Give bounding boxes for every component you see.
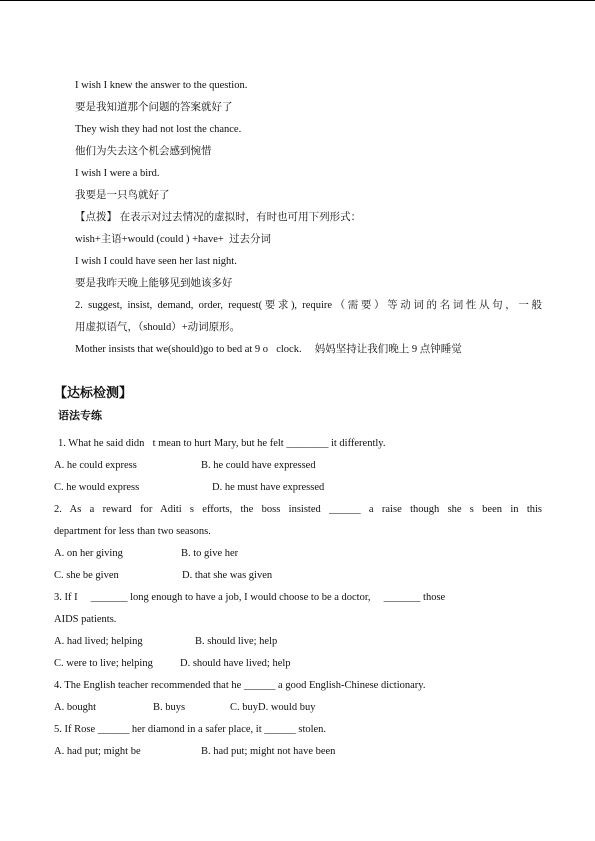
question-2-option-a: A. on her giving (54, 548, 123, 559)
question-2-option-d: D. that she was given (182, 570, 273, 581)
section-subtitle: 语法专练 (58, 409, 102, 422)
question-5-option-a: A. had put; might be (54, 746, 141, 757)
question-3-stem-line-2: AIDS patients. (54, 614, 117, 625)
question-1-option-d: D. he must have expressed (212, 482, 325, 493)
question-3-option-a: A. had lived; helping (54, 636, 143, 647)
question-3-stem-line-1: 3. If I _______ long enough to have a job, I would choose to be a doctor, _______ those (54, 592, 446, 603)
page-top-rule (0, 0, 595, 1)
question-5-stem: 5. If Rose ______ her diamond in a safer place, it ______ stolen. (54, 724, 327, 735)
example-3-english: I wish I were a bird. (75, 168, 160, 179)
question-1-stem: 1. What he said didn t mean to hurt Mary, but he felt ________ it differently. (58, 438, 386, 449)
question-3-option-b: B. should live; help (195, 636, 278, 647)
point-2-line-1: 2. suggest, insist, demand, order, request(要求), require（需要）等动词的名词性从句，一般 (75, 300, 542, 311)
wish-formula: wish+主语+would (could ) +have+ 过去分词 (75, 234, 272, 245)
question-2-option-c: C. she be given (54, 570, 119, 581)
question-5-option-b: B. had put; might not have been (201, 746, 336, 757)
example-1-english: I wish I knew the answer to the question. (75, 80, 248, 91)
question-3-option-d: D. should have lived; help (180, 658, 291, 669)
question-4-option-b: B. buys (153, 702, 186, 713)
question-2-stem-line-1: 2. As a reward for Aditi s efforts, the boss insisted ______ a raise though she s been in this (54, 504, 542, 515)
question-1-option-c: C. he would express (54, 482, 140, 493)
example-4-chinese: 要是我昨天晚上能够见到她该多好 (75, 278, 233, 289)
point-2-line-2: 用虚拟语气，（should）+动词原形。 (75, 322, 241, 333)
section-title: 【达标检测】 (54, 386, 133, 401)
question-1-option-a: A. he could express (54, 460, 137, 471)
example-4-english: I wish I could have seen her last night. (75, 256, 237, 267)
example-1-chinese: 要是我知道那个问题的答案就好了 (75, 102, 233, 113)
question-3-option-c: C. were to live; helping (54, 658, 153, 669)
example-3-chinese: 我要是一只鸟就好了 (75, 190, 170, 201)
example-2-english: They wish they had not lost the chance. (75, 124, 242, 135)
example-5: Mother insists that we(should)go to bed at 9 o clock. 妈妈坚持让我们晚上 9 点钟睡觉 (75, 344, 462, 355)
question-4-option-c-d: C. buyD. would buy (230, 702, 316, 713)
example-2-chinese: 他们为失去这个机会感到惋惜 (75, 146, 212, 157)
question-4-option-a: A. bought (54, 702, 96, 713)
tip-note: 【点拨】 在表示对过去情况的虚拟时，有时也可用下列形式： (75, 212, 362, 223)
question-1-option-b: B. he could have expressed (201, 460, 316, 471)
question-4-stem: 4. The English teacher recommended that he ______ a good English-Chinese dictionary. (54, 680, 426, 691)
question-2-option-b: B. to give her (181, 548, 239, 559)
question-2-stem-line-2: department for less than two seasons. (54, 526, 211, 537)
